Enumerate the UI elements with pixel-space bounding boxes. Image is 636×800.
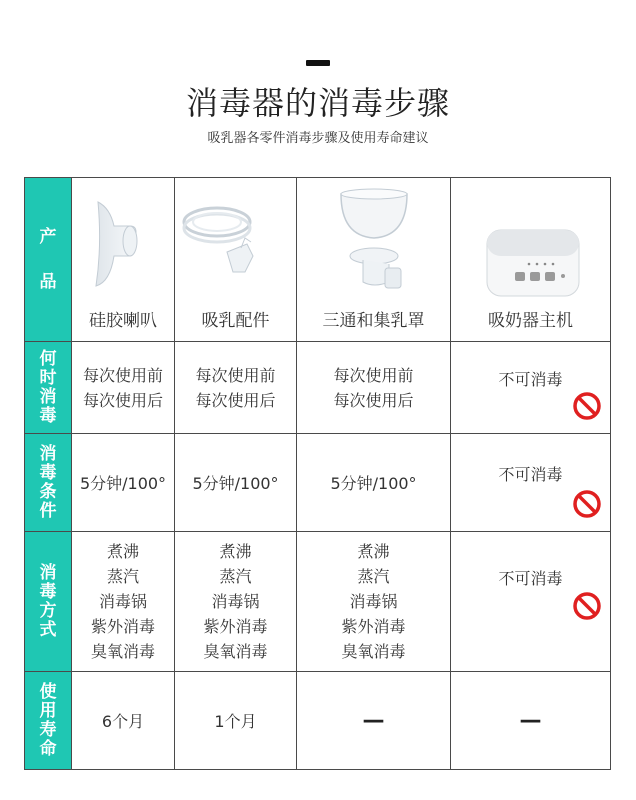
silicone-flange-icon (72, 186, 174, 298)
pump-accessories-icon (175, 186, 296, 298)
disinfection-table (24, 177, 611, 770)
condition-cell: 5分钟/100° (297, 434, 451, 532)
product-connector-shield (297, 178, 451, 342)
when-row (25, 342, 611, 434)
prohibited-icon (572, 591, 602, 625)
not-disinfectable-label: 不可消毒 (498, 465, 563, 484)
condition-cell-no-disinfect (451, 434, 611, 532)
lifespan-cell: — (451, 672, 611, 770)
product-name: 硅胶喇叭 (89, 311, 157, 331)
condition-row (25, 434, 611, 532)
connector-and-shield-icon (297, 186, 450, 298)
when-cell: 每次使用前 每次使用后 (72, 342, 175, 434)
method-cell: 煮沸 蒸汽 消毒锅 紫外消毒 臭氧消毒 (72, 532, 175, 672)
method-cell: 煮沸 蒸汽 消毒锅 紫外消毒 臭氧消毒 (175, 532, 297, 672)
lifespan-cell: — (297, 672, 451, 770)
decorative-dash (306, 60, 330, 66)
pump-motor-unit-icon (451, 186, 610, 298)
page-subtitle: 吸乳器各零件消毒步骤及使用寿命建议 (207, 131, 429, 146)
condition-cell: 5分钟/100° (175, 434, 297, 532)
page-title: 消毒器的消毒步骤 (185, 84, 450, 122)
not-disinfectable-label: 不可消毒 (498, 370, 563, 389)
method-cell: 煮沸 蒸汽 消毒锅 紫外消毒 臭氧消毒 (297, 532, 451, 672)
product-pump-motor (451, 178, 611, 342)
product-name: 吸奶器主机 (488, 311, 573, 331)
product-row (25, 178, 611, 342)
row-header-condition: 消 毒 条 件 (25, 434, 72, 532)
row-header-product: 产 品 (25, 178, 72, 342)
prohibited-icon (572, 391, 602, 425)
product-pump-accessories (175, 178, 297, 342)
method-row (25, 532, 611, 672)
lifespan-cell: 1个月 (175, 672, 297, 770)
when-cell: 每次使用前 每次使用后 (175, 342, 297, 434)
when-cell: 每次使用前 每次使用后 (297, 342, 451, 434)
method-cell-no-disinfect (451, 532, 611, 672)
row-header-lifespan: 使 用 寿 命 (25, 672, 72, 770)
product-name: 吸乳配件 (201, 311, 270, 331)
row-header-method: 消 毒 方 式 (25, 532, 72, 672)
row-header-when: 何 时 消 毒 (25, 342, 72, 434)
lifespan-row (25, 672, 611, 770)
lifespan-cell: 6个月 (72, 672, 175, 770)
when-cell-no-disinfect (451, 342, 611, 434)
not-disinfectable-label: 不可消毒 (498, 569, 563, 588)
product-name: 三通和集乳罩 (322, 311, 425, 331)
product-silicone-flange (72, 178, 175, 342)
condition-cell: 5分钟/100° (72, 434, 175, 532)
prohibited-icon (572, 489, 602, 523)
